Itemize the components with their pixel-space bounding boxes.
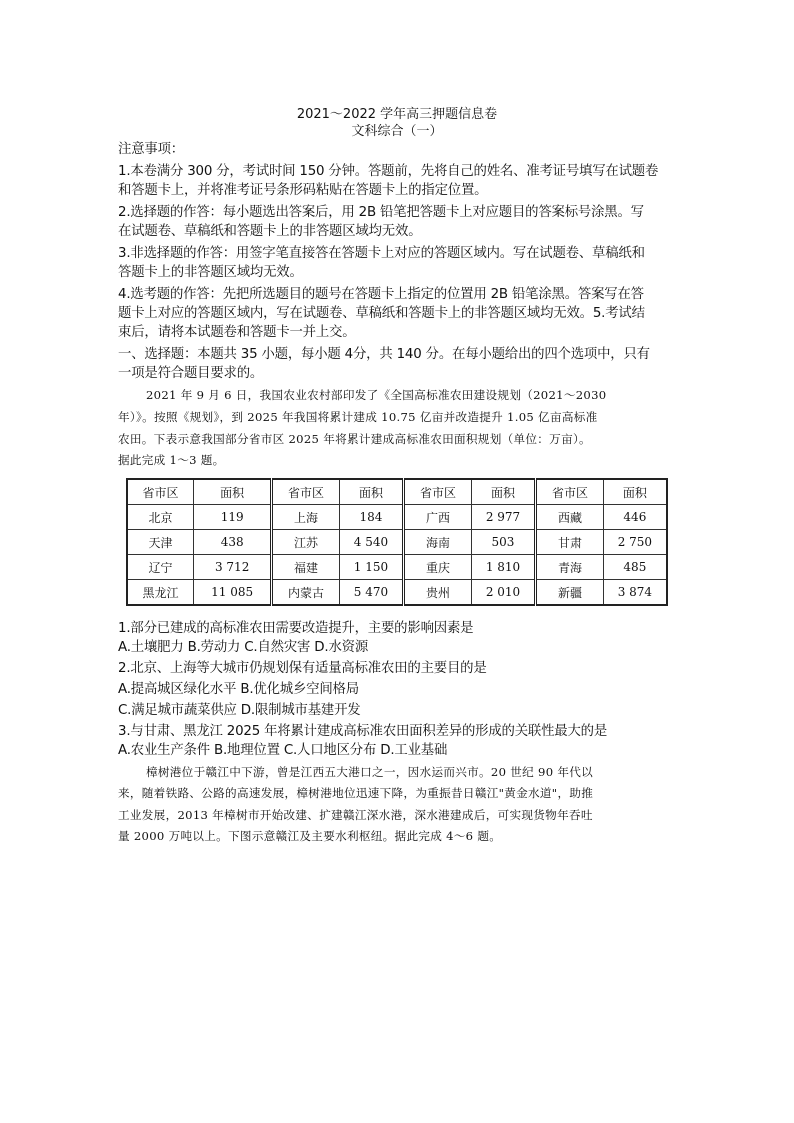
table-cell: 江苏 [272,530,339,555]
notice-line: 束后，请将本试题卷和答题卡一并上交。 [118,325,356,340]
table-cell: 青海 [536,555,603,580]
table-cell: 甘肃 [536,530,603,555]
table-header-cell: 面积 [603,479,667,505]
question-options: C.满足城市蔬菜供应 D.限制城市基建开发 [118,703,361,718]
notice-line: 3.非选择题的作答：用签字笔直接答在答题卡上对应的答题区域内。写在试题卷、草稿纸和 [118,246,645,261]
table-cell: 184 [339,505,404,530]
question-line: 2.北京、上海等大城市仍规划保有适量高标准农田的主要目的是 [118,661,487,676]
passage-line: 量 2000 万吨以上。下图示意赣江及主要水利枢纽。据此完成 4～6 题。 [118,829,502,843]
table-row [127,580,667,606]
notice-line: 4.选考题的作答：先把所选题目的题号在答题卡上指定的位置用 2B 铅笔涂黑。答案写在答 [118,287,644,302]
passage-line: 农田。下表示意我国部分省市区 2025 年将累计建成高标准农田面积规划（单位：万亩）。 [118,432,591,446]
table-row [127,555,667,580]
table-cell: 2 977 [471,505,536,530]
table-cell: 福建 [272,555,339,580]
table-cell: 2 750 [603,530,667,555]
table-cell: 辽宁 [127,555,194,580]
question-options: A.提高城区绿化水平 B.优化城乡空间格局 [118,682,359,697]
notice-line: 1.本卷满分 300 分，考试时间 150 分钟。答题前，先将自己的姓名、准考证号填写在试题卷 [118,164,659,179]
notice-line: 题卡上对应的答题区域内，写在试题卷、草稿纸和答题卡上的非答题区域均无效。5.考试结 [118,306,645,321]
table-cell: 503 [471,530,536,555]
table-header-cell: 面积 [339,479,404,505]
notice-line: 2.选择题的作答：每小题选出答案后，用 2B 铅笔把答题卡上对应题目的答案标号涂黑。写 [118,205,644,220]
table-cell: 438 [194,530,272,555]
table-cell: 485 [603,555,667,580]
question-options: A.土壤肥力 B.劳动力 C.自然灾害 D.水资源 [118,640,369,655]
notice-line: 在试题卷、草稿纸和答题卡上的非答题区域均无效。 [118,224,422,239]
section-heading: 一项是符合题目要求的。 [118,366,264,381]
table-cell: 新疆 [536,580,603,606]
table-cell: 北京 [127,505,194,530]
table-row [127,530,667,555]
table-cell: 天津 [127,530,194,555]
table-header-cell: 省市区 [127,479,194,505]
table-cell: 2 010 [471,580,536,606]
table-cell: 3 874 [603,580,667,606]
passage-line: 樟树港位于赣江中下游，曾是江西五大港口之一，因水运而兴市。20 世纪 90 年代以 [146,765,594,779]
passage-line: 年）》。按照《规划》，到 2025 年我国将累计建成 10.75 亿亩并改造提升 1.05 亿亩高标准 [118,410,598,424]
table-cell: 广西 [404,505,471,530]
table-header-cell: 省市区 [272,479,339,505]
passage-line: 来，随着铁路、公路的高速发展，樟树港地位迅速下降，为重振昔日赣江"黄金水道"，助推 [118,786,594,800]
passage-line: 工业发展，2013 年樟树市开始改建、扩建赣江深水港，深水港建成后，可实现货物年吞吐 [118,808,593,822]
table-header-cell: 省市区 [404,479,471,505]
notice-heading: 注意事项： [118,142,184,157]
section-heading: 一、选择题：本题共 35 小题，每小题 4分，共 140 分。在每小题给出的四个选项中，只有 [118,347,650,362]
table-cell: 3 712 [194,555,272,580]
notice-line: 答题卡上的非答题区域均无效。 [118,265,303,280]
table-header-cell: 面积 [471,479,536,505]
table-cell: 11 085 [194,580,272,606]
table-cell: 重庆 [404,555,471,580]
table-row [127,505,667,530]
question-line: 1.部分已建成的高标准农田需要改造提升，主要的影响因素是 [118,621,474,636]
table-header-cell: 省市区 [536,479,603,505]
table-cell: 海南 [404,530,471,555]
table-cell: 内蒙古 [272,580,339,606]
table-cell: 上海 [272,505,339,530]
question-options: A.农业生产条件 B.地理位置 C.人口地区分布 D.工业基础 [118,743,448,758]
exam-title: 2021～2022 学年高三押题信息卷 [296,107,498,122]
farmland-area-table [126,478,668,606]
exam-subtitle: 文科综合（一） [351,124,443,139]
passage-line: 2021 年 9 月 6 日，我国农业农村部印发了《全国高标准农田建设规划（2021～2030 [146,388,607,402]
table-cell: 119 [194,505,272,530]
table-cell: 5 470 [339,580,404,606]
table-header-row [127,479,667,505]
table-cell: 西藏 [536,505,603,530]
table-cell: 贵州 [404,580,471,606]
passage-line: 据此完成 1～3 题。 [118,453,225,467]
notice-line: 和答题卡上，并将准考证号条形码粘贴在答题卡上的指定位置。 [118,183,488,198]
table-cell: 1 150 [339,555,404,580]
table-cell: 黑龙江 [127,580,194,606]
table-cell: 446 [603,505,667,530]
question-line: 3.与甘肃、黑龙江 2025 年将累计建成高标准农田面积差异的形成的关联性最大的是 [118,724,608,739]
table-cell: 1 810 [471,555,536,580]
table-cell: 4 540 [339,530,404,555]
table-header-cell: 面积 [194,479,272,505]
